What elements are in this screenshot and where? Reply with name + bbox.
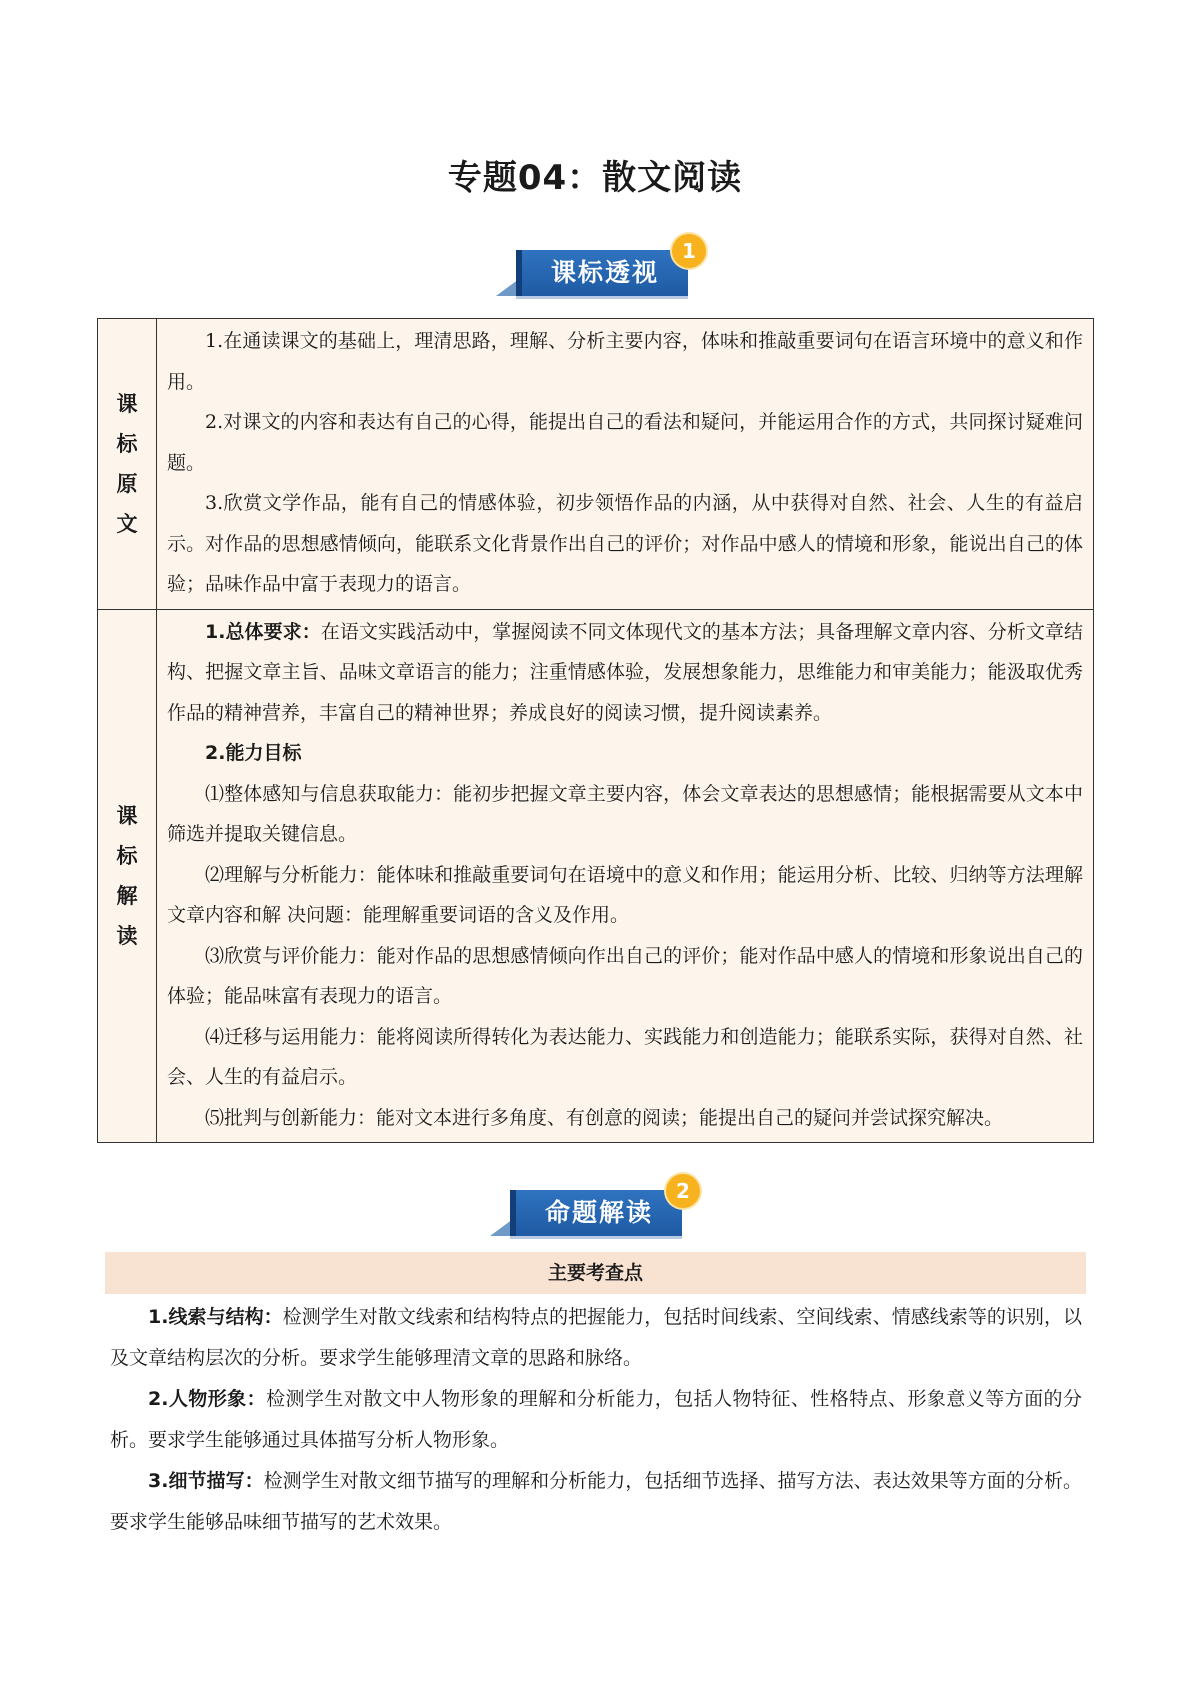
overall-requirement: 1.总体要求：在语文实践活动中，掌握阅读不同文体现代文的基本方法；具备理解文章内容、分析文章结构、把握文章主旨、品味文章语言的能力；注重情感体验，发展想象能力，思维能力和审美能力；能汲取优秀作品的精神营养，丰富自己的精神世界；养成良好的阅读习惯，提升阅读素养。 [167, 620, 1083, 724]
exam-points-heading: 主要考查点 [105, 1252, 1086, 1294]
ability-goal: ⑶欣赏与评价能力：能对作品的思想感情倾向作出自己的评价；能对作品中感人的情境和形象说出自己的体验；能品味富有表现力的语言。 [167, 944, 1083, 1007]
standard-paragraph: 1.在通读课文的基础上，理清思路，理解、分析主要内容，体味和推敲重要词句在语言环境中的意义和作用。 [167, 330, 1083, 393]
row-content-original [157, 319, 1094, 610]
standard-paragraph: 2.对课文的内容和表达有自己的心得，能提出自己的看法和疑问，并能运用合作的方式，共同探讨疑难问题。 [167, 411, 1083, 474]
exam-point: 3.细节描写：检测学生对散文细节描写的理解和分析能力，包括细节选择、描写方法、表达效果等方面的分析。要求学生能够品味细节描写的艺术效果。 [110, 1470, 1082, 1533]
exam-point: 2.人物形象：检测学生对散文中人物形象的理解和分析能力，包括人物特征、性格特点、形象意义等方面的分析。要求学生能够通过具体描写分析人物形象。 [110, 1388, 1082, 1451]
curriculum-table [97, 318, 1094, 1143]
section-badge-exam [490, 1179, 710, 1246]
ability-goal: ⑸批判与创新能力：能对文本进行多角度、有创意的阅读；能提出自己的疑问并尝试探究解决。 [205, 1106, 1004, 1129]
row-label-original: 课 标 原 文 [98, 319, 157, 610]
ability-goal: ⑵理解与分析能力：能体味和推敲重要词句在语境中的意义和作用；能运用分析、比较、归纳等方法理解文章内容和解 决问题：能理解重要词语的含义及作用。 [167, 863, 1083, 926]
row-content-interpretation [157, 609, 1094, 1143]
ability-goal: ⑴整体感知与信息获取能力：能初步把握文章主要内容，体会文章表达的思想感情；能根据需要从文本中筛选并提取关键信息。 [167, 782, 1083, 845]
section-badge-curriculum [496, 239, 716, 306]
standard-paragraph: 3.欣赏文学作品，能有自己的情感体验，初步领悟作品的内涵，从中获得对自然、社会、人生的有益启示。对作品的思想感情倾向，能联系文化背景作出自己的评价；对作品中感人的情境和形象，能说出自己的体验；品味作品中富于表现力的语言。 [167, 492, 1083, 595]
page-title: 专题04：散文阅读 [447, 158, 743, 198]
exam-point: 1.线索与结构：检测学生对散文线索和结构特点的把握能力，包括时间线索、空间线索、情感线索等的识别，以及文章结构层次的分析。要求学生能够理清文章的思路和脉络。 [110, 1306, 1082, 1369]
ability-goals-heading: 2.能力目标 [205, 742, 302, 764]
badge-label: 命题解读 [510, 1190, 682, 1236]
table-row-original [98, 319, 1094, 610]
row-label-interpretation: 课 标 解 读 [98, 609, 157, 1143]
badge-label: 课标透视 [516, 250, 688, 296]
table-row-interpretation [98, 609, 1094, 1143]
badge-number: 1 [672, 234, 706, 268]
ability-goal: ⑷迁移与运用能力：能将阅读所得转化为表达能力、实践能力和创造能力；能联系实际，获得对自然、社会、人生的有益启示。 [167, 1025, 1083, 1088]
badge-number: 2 [666, 1174, 700, 1208]
exam-points-list [110, 1297, 1082, 1543]
